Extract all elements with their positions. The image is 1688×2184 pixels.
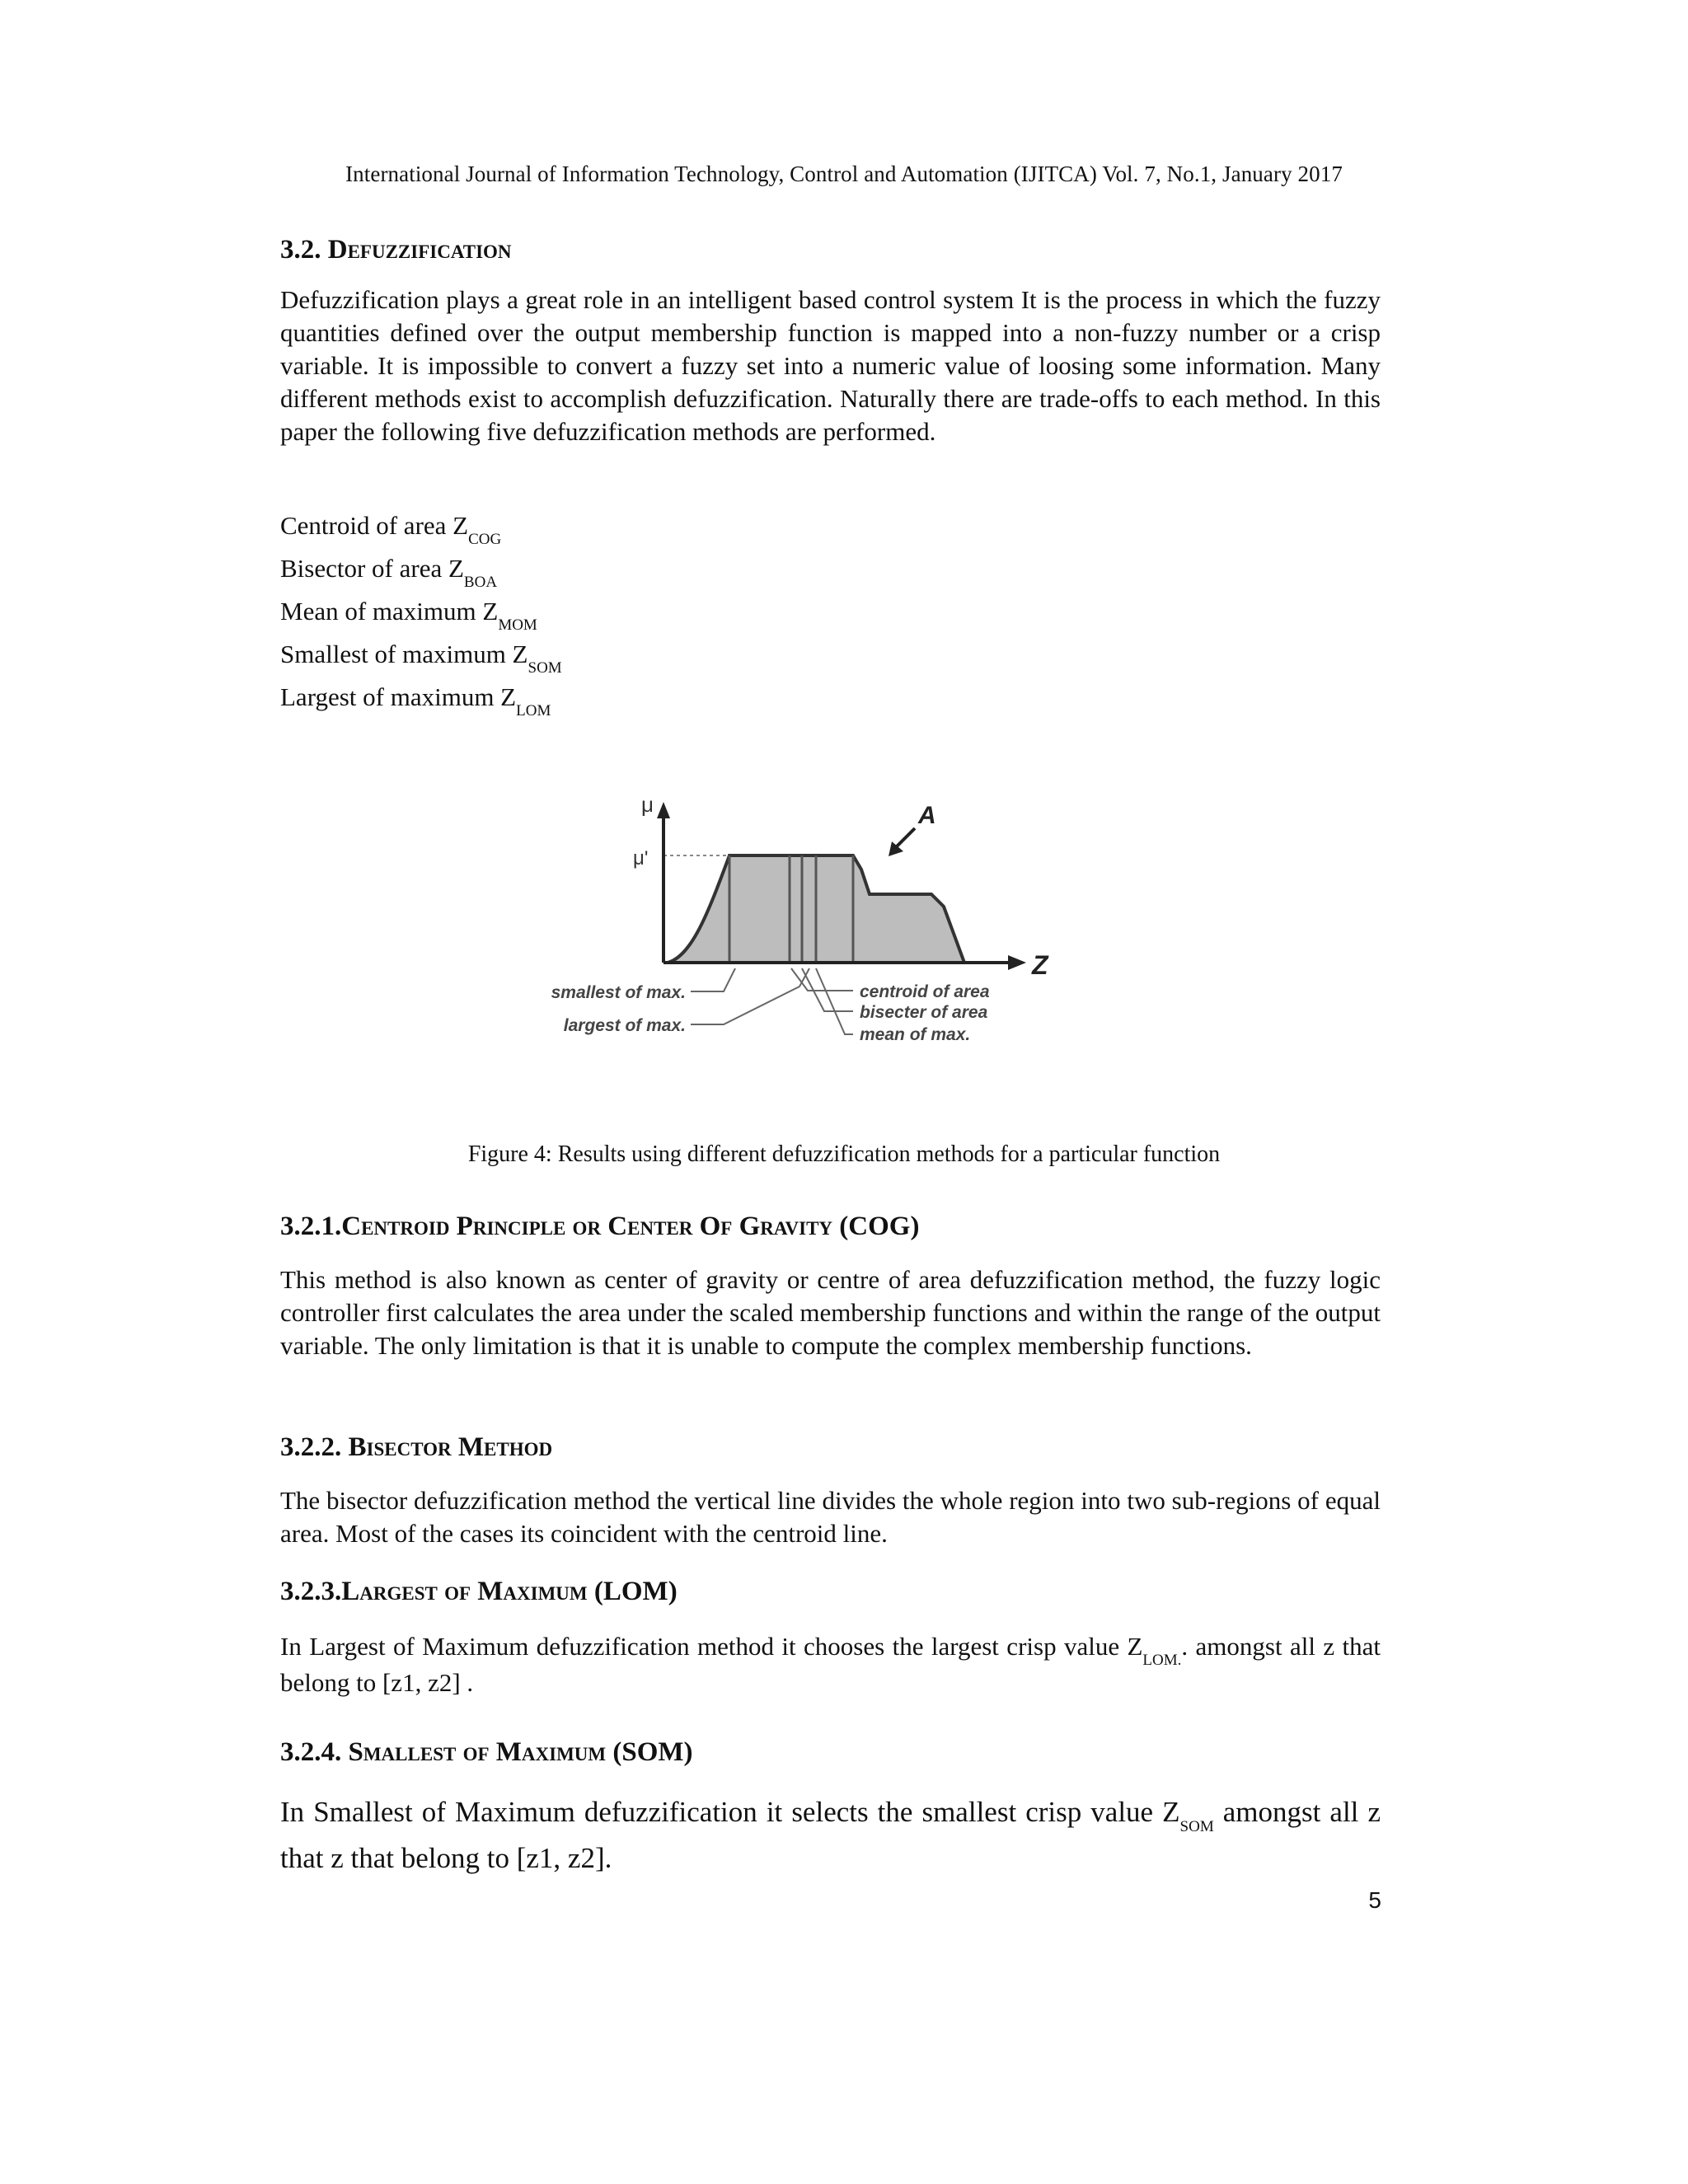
method-subscript: SOM (528, 659, 562, 677)
defuzzification-diagram (528, 787, 1088, 1067)
section-body (280, 1629, 1381, 1701)
method-item (280, 595, 1381, 638)
body-text: . amongst all z that belong to [z1, z2] . (280, 1632, 1381, 1697)
section-heading (280, 1577, 1381, 1607)
section-body: Defuzzification plays a great role in an intelligent based control system It is the process in which the fuzzy quantities defined over the output membership function is mapped into a non-fuzzy number or a crisp variable. It is impossible to convert a fuzzy set into a numeric value of loosing some information. Many different methods exist to accomplish defuzzification. Naturally there are trade-offs to each method. In this paper the following five defuzzification methods are performed. (280, 285, 1381, 446)
section-title: Largest of Maximum (341, 1577, 588, 1606)
label-largest-of-max: largest of max. (563, 1016, 686, 1035)
method-subscript: BOA (463, 574, 498, 591)
label-centroid-of-area: centroid of area (860, 982, 990, 1001)
section-heading (280, 235, 1381, 265)
section-abbr: (SOM) (612, 1737, 693, 1767)
section-cog (280, 1212, 1381, 1362)
method-label: Mean of maximum Z (280, 597, 499, 626)
label-mean-of-max: mean of max. (860, 1025, 971, 1044)
section-title-end: ) (910, 1212, 920, 1241)
methods-list (280, 509, 1381, 724)
method-subscript: LOM (516, 702, 551, 719)
method-label: Smallest of maximum Z (280, 640, 528, 668)
section-defuzzification (280, 235, 1381, 448)
mom-leader (816, 968, 853, 1034)
page-number: 5 (1368, 1887, 1381, 1913)
section-title: Defuzzification (327, 235, 512, 265)
section-lom (280, 1577, 1381, 1701)
method-label: Centroid of area Z (280, 511, 469, 540)
method-item (280, 552, 1381, 595)
section-title: Centroid Principle or Center Of Gravity ( (341, 1212, 849, 1241)
method-item (280, 681, 1381, 724)
section-title: Bisector Method (348, 1432, 553, 1462)
section-number: 3.2. (280, 235, 321, 265)
section-bisector (280, 1432, 1381, 1550)
section-body: This method is also known as center of gravity or centre of area defuzzification method, the fuzzy logic controller first calculates the area under the scaled membership functions and within the range of the output variable. The only limitation is that it is unable to compute the complex membership functions. (280, 1265, 1381, 1360)
section-number: 3.2.3. (280, 1577, 342, 1606)
mu-level-label: μ' (633, 847, 649, 869)
section-number: 3.2.2. (280, 1432, 342, 1462)
section-heading (280, 1432, 1381, 1463)
y-axis-arrow (657, 802, 670, 818)
method-item (280, 638, 1381, 681)
y-axis-label: μ (641, 792, 654, 817)
label-smallest-of-max: smallest of max. (551, 983, 686, 1002)
section-number: 3.2.1. (280, 1212, 342, 1241)
method-label: Bisector of area Z (280, 554, 464, 583)
x-axis-label: Z (1032, 950, 1048, 980)
running-header: International Journal of Information Technology, Control and Automation (IJITCA) Vol. 7, No.1, January 2017 (345, 162, 1343, 186)
body-text: amongst all z that z that belong to [z1, z2]. (280, 1796, 1381, 1874)
body-subscript: SOM (1179, 1818, 1214, 1835)
body-subscript: LOM. (1142, 1652, 1182, 1669)
body-text: In Largest of Maximum defuzzification method it chooses the largest crisp value Z (280, 1632, 1143, 1661)
method-label: Largest of maximum Z (280, 682, 517, 711)
set-label: A (918, 802, 936, 829)
section-number: 3.2.4. (280, 1737, 342, 1767)
label-bisecter-of-area: bisecter of area (860, 1003, 988, 1022)
x-axis-arrow (1008, 955, 1026, 970)
cog-leader (791, 968, 853, 991)
section-title-abbr: COG (848, 1212, 911, 1241)
som-leader (691, 968, 735, 991)
method-item (280, 509, 1381, 552)
figure-caption: Figure 4: Results using different defuzzification methods for a particular function (467, 1141, 1221, 1167)
section-abbr: (LOM) (593, 1577, 678, 1606)
method-subscript: COG (468, 531, 502, 548)
section-heading (280, 1737, 1381, 1768)
section-som (280, 1737, 1381, 1882)
section-title: Smallest of Maximum (348, 1737, 607, 1767)
method-subscript: MOM (498, 616, 537, 634)
section-body: The bisector defuzzification method the vertical line divides the whole region into two sub-regions of equal area. Most of the cases its coincident with the centroid line. (280, 1486, 1381, 1548)
lom-leader (691, 968, 809, 1024)
section-body (280, 1789, 1381, 1882)
figure-defuzzification (528, 787, 1088, 1067)
body-text: In Smallest of Maximum defuzzification it selects the smallest crisp value Z (280, 1796, 1180, 1828)
section-heading (280, 1212, 1381, 1242)
